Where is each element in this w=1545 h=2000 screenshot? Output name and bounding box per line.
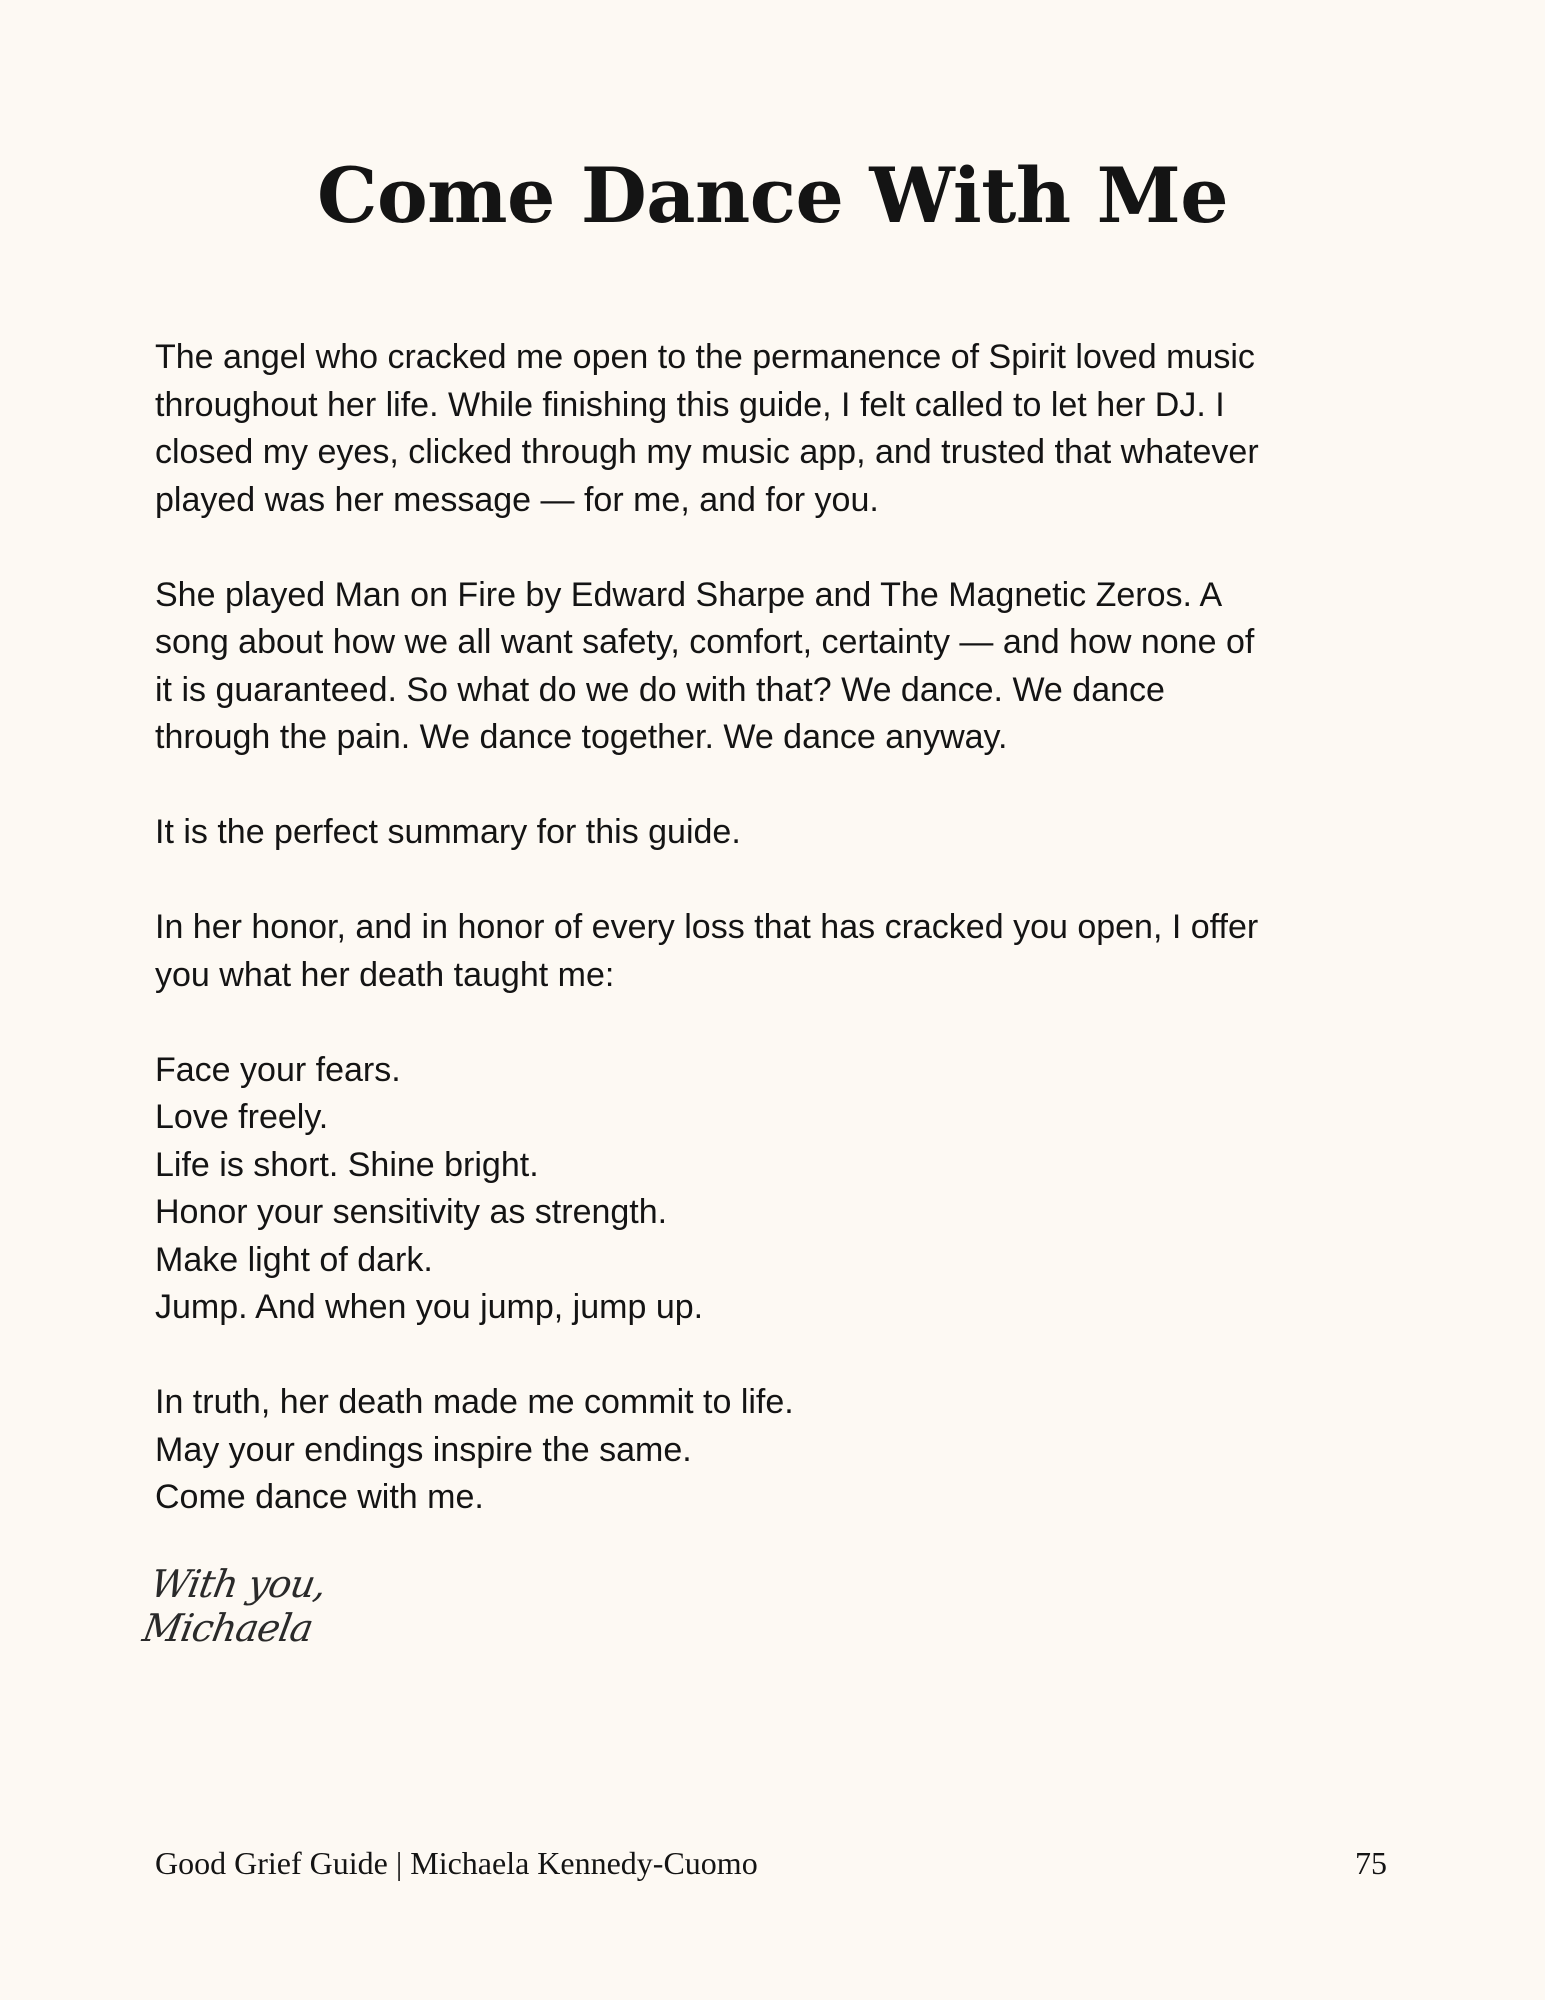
- text-line: The angel who cracked me open to the permanence of Spirit loved music: [155, 338, 1255, 376]
- text-line: through the pain. We dance together. We dance anyway.: [155, 718, 1008, 756]
- signature: [139, 1562, 329, 1650]
- text-line: She played Man on Fire by Edward Sharpe and The Magnetic Zeros. A: [155, 575, 1223, 614]
- text-line: In truth, her death made me commit to life.: [155, 1383, 794, 1421]
- paragraph-summary: [155, 809, 1395, 857]
- signature-line: With you,: [147, 1562, 330, 1606]
- paragraph-lessons: [155, 1047, 1395, 1332]
- text-line: it is guaranteed. So what do we do with that? We dance. We dance: [155, 670, 1165, 709]
- lesson-line: Honor your sensitivity as strength.: [155, 1193, 668, 1231]
- text-line: In her honor, and in honor of every loss that has cracked you open, I offer: [155, 908, 1259, 946]
- lesson-line: Face your fears.: [155, 1050, 401, 1089]
- text-line: It is the perfect summary for this guide.: [155, 813, 741, 851]
- text-line: throughout her life. While finishing this guide, I felt called to let her DJ. I: [155, 385, 1225, 424]
- lesson-line: Love freely.: [155, 1098, 329, 1136]
- signature-name: Michaela: [139, 1606, 317, 1650]
- lesson-line: Make light of dark.: [155, 1240, 433, 1279]
- page-title: Come Dance With Me: [316, 151, 1229, 240]
- text-line: closed my eyes, clicked through my music app, and trusted that whatever: [155, 433, 1259, 471]
- body-text: [155, 334, 1395, 1522]
- paragraph-intro: [155, 334, 1395, 524]
- text-line: song about how we all want safety, comfort, certainty — and how none of: [155, 623, 1255, 661]
- paragraph-song: [155, 572, 1395, 762]
- footer-title: Good Grief Guide | Michaela Kennedy-Cuomo: [155, 1845, 758, 1881]
- paragraph-closing: [155, 1379, 1395, 1522]
- text-line: Come dance with me.: [155, 1478, 484, 1516]
- text-line: played was her message — for me, and for you.: [155, 480, 879, 519]
- text-line: May your endings inspire the same.: [155, 1430, 692, 1469]
- lesson-line: Jump. And when you jump, jump up.: [155, 1288, 704, 1326]
- page-number: 75: [1355, 1845, 1387, 1881]
- paragraph-honor: [155, 904, 1395, 999]
- text-line: you what her death taught me:: [155, 955, 615, 994]
- lesson-line: Life is short. Shine bright.: [155, 1145, 539, 1184]
